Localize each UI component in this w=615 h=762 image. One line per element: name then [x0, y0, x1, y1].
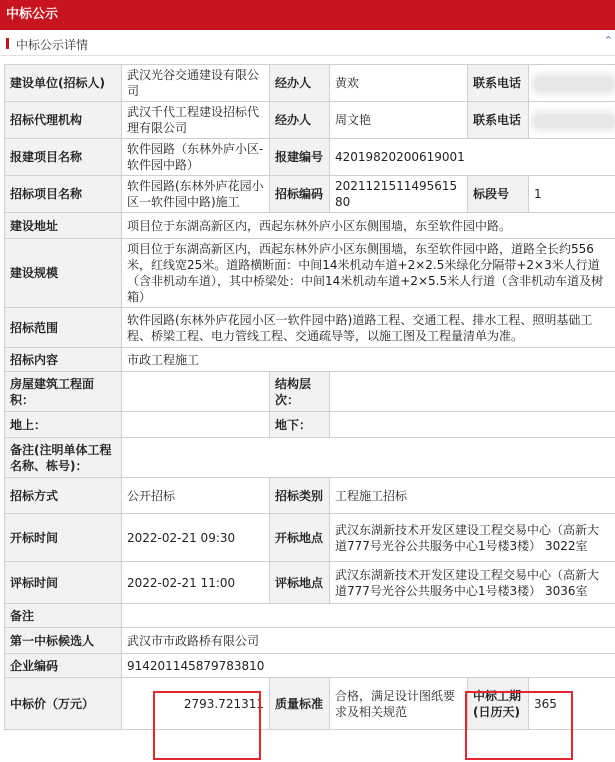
code-label: 企业编码 — [5, 654, 122, 678]
bid-no-label: 招标编码 — [270, 176, 330, 213]
above-value — [122, 412, 270, 438]
contact-value-blurred — [529, 102, 615, 139]
table-row — [5, 438, 615, 478]
candidate-value: 武汉市市政路桥有限公司 — [122, 628, 615, 654]
above-label: 地上： — [5, 412, 122, 438]
code-value: 914201145879783810 — [122, 654, 615, 678]
builder-label: 建设单位(招标人) — [5, 65, 122, 102]
scope-value: 软件园路(东林外庐花园小区一软件园中路)道路工程、交通工程、排水工程、照明基础工程、桥梁工程、电力管线工程、交通疏导等，以施工图及工程量清单为准。 — [122, 308, 615, 348]
open-place-label: 开标地点 — [270, 514, 330, 562]
building-area-label: 房屋建筑工程面积： — [5, 372, 122, 412]
building-area-value — [122, 372, 270, 412]
content-label: 招标内容 — [5, 348, 122, 372]
candidate-label: 第一中标候选人 — [5, 628, 122, 654]
remark-label: 备注 — [5, 604, 122, 628]
table-row — [5, 239, 615, 308]
quality-value: 合格，满足设计图纸要求及相关规范 — [330, 678, 468, 730]
handler-value: 黄欢 — [330, 65, 468, 102]
report-project-value: 软件园路（东林外庐小区-软件园中路） — [122, 139, 270, 176]
table-row — [5, 102, 615, 139]
handler-label: 经办人 — [270, 65, 330, 102]
type-label: 招标类别 — [270, 478, 330, 514]
table-row — [5, 348, 615, 372]
bid-project-value: 软件园路(东林外庐花园小区一软件园中路)施工 — [122, 176, 270, 213]
scope-label: 招标范围 — [5, 308, 122, 348]
remark-unit-value — [122, 438, 615, 478]
contact-label: 联系电话 — [468, 65, 529, 102]
handler-value: 周文艳 — [330, 102, 468, 139]
price-value: 2793.721311 — [122, 678, 270, 730]
table-row — [5, 65, 615, 102]
blurred-phone — [534, 114, 614, 128]
agency-value: 武汉千代工程建设招标代理有限公司 — [122, 102, 270, 139]
table-row — [5, 562, 615, 604]
agency-label: 招标代理机构 — [5, 102, 122, 139]
double-chevron-up-icon[interactable]: ⌃ — [603, 34, 613, 47]
page-header — [0, 0, 615, 30]
scale-value: 项目位于东湖高新区内，西起东林外庐小区东侧围墙，东至软件园中路，道路全长约556米，红线宽25米。道路横断面：中间14米机动车道+2×2.5米绿化分隔带+2×3米人行道（含非机动车道），其中桥梁处：中间14米机动车道+2×5.5米人行道（含非机动车道及树箱） — [122, 239, 615, 308]
method-value: 公开招标 — [122, 478, 270, 514]
blurred-phone — [534, 77, 614, 91]
open-time-label: 开标时间 — [5, 514, 122, 562]
section-no-label: 标段号 — [468, 176, 529, 213]
structure-label: 结构层次： — [270, 372, 330, 412]
period-label: 中标工期(日历天) — [468, 678, 529, 730]
table-row — [5, 372, 615, 412]
price-label: 中标价（万元） — [5, 678, 122, 730]
type-value: 工程施工招标 — [330, 478, 615, 514]
remark-value — [122, 604, 615, 628]
builder-value: 武汉光谷交通建设有限公司 — [122, 65, 270, 102]
open-place-value: 武汉东湖新技术开发区建设工程交易中心（高新大道777号光谷公共服务中心1号楼3楼） 3022室 — [330, 514, 615, 562]
location-label: 建设地址 — [5, 213, 122, 239]
section-header — [0, 30, 615, 56]
report-no-label: 报建编号 — [270, 139, 330, 176]
contact-value-blurred — [529, 65, 615, 102]
quality-label: 质量标准 — [270, 678, 330, 730]
period-value: 365 — [529, 678, 615, 730]
table-row — [5, 308, 615, 348]
table-row — [5, 139, 615, 176]
table-row — [5, 678, 615, 730]
contact-label: 联系电话 — [468, 102, 529, 139]
eval-place-value: 武汉东湖新技术开发区建设工程交易中心（高新大道777号光谷公共服务中心1号楼3楼） 3036室 — [330, 562, 615, 604]
location-value: 项目位于东湖高新区内，西起东林外庐小区东侧围墙，东至软件园中路。 — [122, 213, 615, 239]
method-label: 招标方式 — [5, 478, 122, 514]
table-row — [5, 176, 615, 213]
eval-time-value: 2022-02-21 11:00 — [122, 562, 270, 604]
table-row — [5, 412, 615, 438]
section-no-value: 1 — [529, 176, 615, 213]
bid-detail-table — [4, 64, 615, 730]
bid-no-value: 202112151149561580 — [330, 176, 468, 213]
content-value: 市政工程施工 — [122, 348, 615, 372]
section-title: 中标公示详情 — [16, 38, 89, 52]
table-row — [5, 604, 615, 628]
eval-time-label: 评标时间 — [5, 562, 122, 604]
report-project-label: 报建项目名称 — [5, 139, 122, 176]
table-row — [5, 213, 615, 239]
below-value — [330, 412, 615, 438]
structure-value — [330, 372, 615, 412]
table-row — [5, 514, 615, 562]
open-time-value: 2022-02-21 09:30 — [122, 514, 270, 562]
report-no-value: 42019820200619001 — [330, 139, 615, 176]
scale-label: 建设规模 — [5, 239, 122, 308]
table-row — [5, 628, 615, 654]
eval-place-label: 评标地点 — [270, 562, 330, 604]
handler-label: 经办人 — [270, 102, 330, 139]
below-label: 地下： — [270, 412, 330, 438]
table-row — [5, 654, 615, 678]
page-title: 中标公示 — [6, 7, 59, 22]
table-row — [5, 478, 615, 514]
section-marker — [6, 38, 9, 49]
remark-unit-label: 备注(注明单体工程名称、栋号)： — [5, 438, 122, 478]
bid-project-label: 招标项目名称 — [5, 176, 122, 213]
